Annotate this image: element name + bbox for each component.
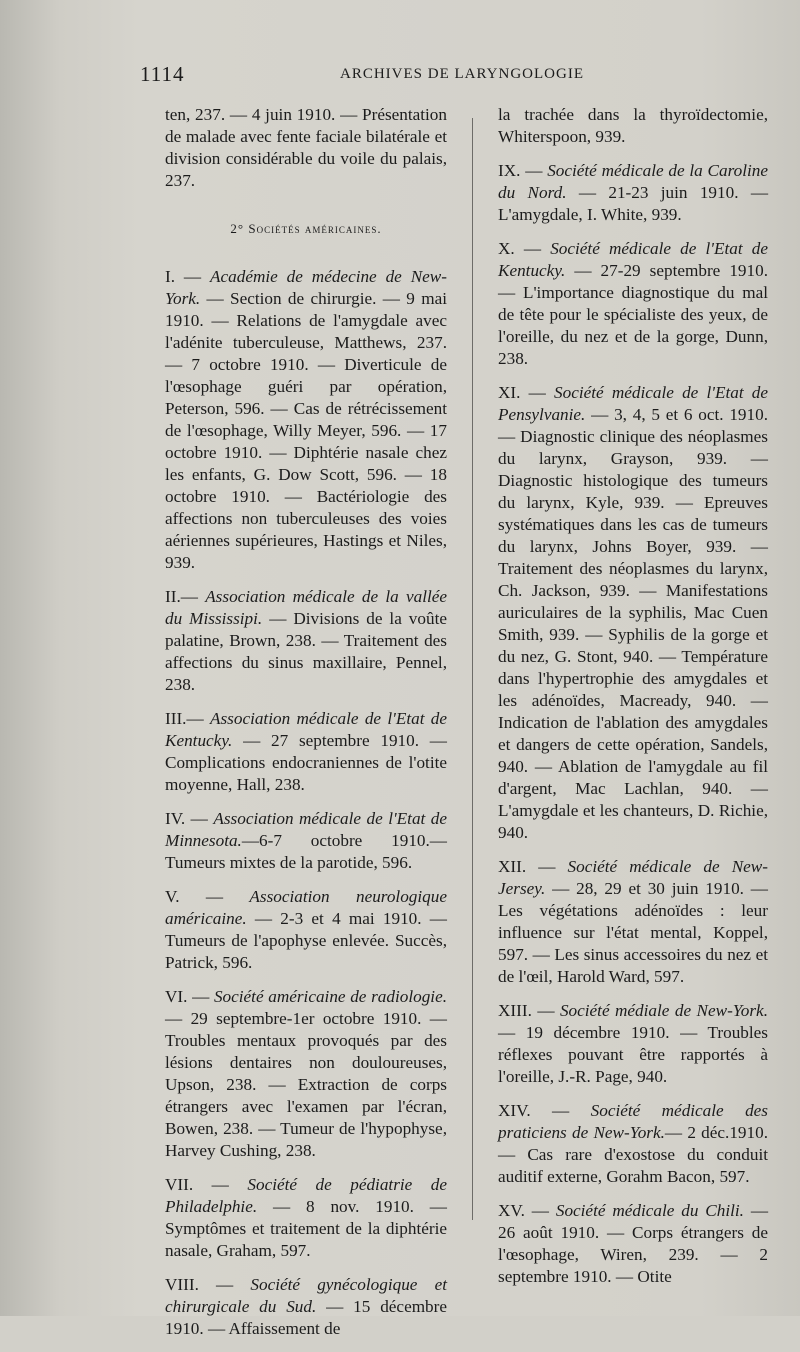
entry-text: — 27-29 septembre 1910. — L'importance diagnostique du mal de tête pour le spécialiste des yeux, de l'oreille, du nez et de la gorge, Dunn, 238. xyxy=(498,261,768,368)
society-name: Société médicale du Chili. xyxy=(555,1201,744,1220)
continuation-text: la trachée dans la thyroïdectomie, Whiterspoon, 939. xyxy=(498,105,768,146)
entry-number: XV. — xyxy=(498,1201,549,1220)
society-name: Société médicale de l'Etat de Pensylvanie. xyxy=(498,383,769,424)
list-item xyxy=(165,708,447,796)
entry-number: II.— xyxy=(165,587,198,606)
list-item xyxy=(498,1100,768,1188)
list-item xyxy=(498,160,768,226)
entry-text: — 19 décembre 1910. — Troubles réflexes pouvant être rapportés à l'oreille, J.-R. Page, 940. xyxy=(498,1023,768,1086)
entry-text: — 3, 4, 5 et 6 oct. 1910. — Diagnostic clinique des néoplasmes du larynx, Grayson, 939. — Diagnostic histologique des tumeurs du larynx, Kyle, 939. — Epreuves systématiques dans les cas de tumeurs du larynx, Johns Boyer, 939. — Traitement des néoplasmes du larynx, Ch. Jackson, 939. — Manifestations auriculaires de la syphilis, Mac Cuen Smith, 939. — Syphilis de la gorge et du nez, G. Stont, 940. — Température dans l'hypertrophie des amygdales et les adénoïdes, Macready, 940. — Indication de l'ablation des amygdales et dangers de cette opération, Sandels, 940. — Ablation de l'amygdale au fil d'argent, Mac Lachlan, 940. — L'amygdale et les chanteurs, D. Richie, 940. xyxy=(498,405,768,842)
right-column xyxy=(498,104,768,1300)
society-name: Association neurologique américaine. xyxy=(165,887,447,928)
entry-number: XIV. — xyxy=(498,1101,570,1120)
page-number: 1114 xyxy=(140,62,185,86)
list-item xyxy=(165,266,447,574)
left-column xyxy=(165,104,447,1352)
list-item xyxy=(165,886,447,974)
entry-number: IV. — xyxy=(165,809,208,828)
society-name: Société médicale de la Caroline du Nord. xyxy=(498,161,769,202)
entry-text: — Divisions de la voûte palatine, Brown, 238. — Traitement des affections du sinus maxillaire, Pennel, 238. xyxy=(165,609,447,694)
entry-number: XI. — xyxy=(498,383,546,402)
list-item xyxy=(165,586,447,696)
list-item xyxy=(165,1174,447,1262)
entry-number: V. — xyxy=(165,887,224,906)
entry-text: — 2-3 et 4 mai 1910. — Tumeurs de l'apophyse enlevée. Succès, Patrick, 596. xyxy=(165,909,447,972)
society-name: Académie de médecine de New-York. xyxy=(165,267,447,308)
society-name: Association médicale de l'Etat de Minnesota. xyxy=(165,809,447,850)
entry-text: — 26 août 1910. — Corps étrangers de l'œsophage, Wiren, 239. — 2 septembre 1910. — Otite xyxy=(498,1201,769,1286)
entry-text: —6-7 octobre 1910.— Tumeurs mixtes de la parotide, 596. xyxy=(165,831,447,872)
entry-number: XII. — xyxy=(498,857,556,876)
society-name: Société gynécologique et chirurgicale du Sud. xyxy=(165,1275,448,1316)
entry-number: XIII. — xyxy=(498,1001,555,1020)
continuation-text: ten, 237. — 4 juin 1910. — Présentation de malade avec fente faciale bilatérale et division considérable du voile du palais, 237. xyxy=(165,105,447,190)
society-name: Société médiale de New-York. xyxy=(559,1001,768,1020)
entry-text: — 28, 29 et 30 juin 1910. — Les végétations adénoïdes : leur influence sur l'état mental, Koppel, 597. — Les sinus accessoires du nez et de l'œil, Harold Ward, 597. xyxy=(498,879,768,986)
list-item xyxy=(498,382,768,844)
entry-text: — 27 septembre 1910. — Complications endocraniennes de l'otite moyenne, Hall, 238. xyxy=(165,731,447,794)
entry-text: — 21-23 juin 1910. — L'amygdale, I. White, 939. xyxy=(498,183,769,224)
society-name: Société médicale des praticiens de New-York. xyxy=(498,1101,768,1142)
list-item xyxy=(165,1274,447,1340)
column-divider xyxy=(472,118,473,1220)
entry-number: III.— xyxy=(165,709,204,728)
entry-text: — 8 nov. 1910. — Symptômes et traitement de la diphtérie nasale, Graham, 597. xyxy=(165,1197,447,1260)
section-subheading: 2° Sociétés américaines. xyxy=(230,221,382,236)
list-item xyxy=(498,856,768,988)
society-name: Société de pédiatrie de Philadelphie. xyxy=(165,1175,448,1216)
society-name: Société américaine de radiologie. xyxy=(213,987,448,1006)
entry-number: VIII. — xyxy=(165,1275,234,1294)
entry-text: — 2 déc.1910. — Cas rare d'exostose du conduit auditif externe, Gorahm Bacon, 597. xyxy=(498,1123,768,1186)
entry-number: VI. — xyxy=(165,987,210,1006)
society-name: Société médicale de l'Etat de Kentucky. xyxy=(498,239,768,280)
entry-text: — Section de chirurgie. — 9 mai 1910. — Relations de l'amygdale avec l'adénite tuberculeuse, Matthews, 237. — 7 octobre 1910. — Diverticule de l'œsophage guéri par opération, Peterson, 596. — Cas de rétrécissement de l'œsophage, Willy Meyer, 596. — 17 octobre 1910. — Diphtérie nasale chez les enfants, G. Dow Scott, 596. — 18 octobre 1910. — Bactériologie des affections non tuberculeuses des voies aériennes supérieures, Hastings et Niles, 939. xyxy=(165,289,447,572)
society-name: Société médicale de New-Jersey. xyxy=(498,857,768,898)
entry-number: VII. — xyxy=(165,1175,229,1194)
entry-number: X. — xyxy=(498,239,542,258)
page-header xyxy=(140,62,750,88)
list-item xyxy=(498,1000,768,1088)
society-name: Association médicale de l'Etat de Kentucky. xyxy=(165,709,447,750)
entry-text: — 15 décembre 1910. — Affaissement de xyxy=(165,1297,448,1338)
society-name: Association médicale de la vallée du Mississipi. xyxy=(165,587,448,628)
list-item xyxy=(498,1200,768,1288)
list-item xyxy=(165,808,447,874)
entry-number: IX. — xyxy=(498,161,543,180)
list-item xyxy=(165,986,447,1162)
running-head: ARCHIVES DE LARYNGOLOGIE xyxy=(340,66,584,82)
list-item xyxy=(498,238,768,370)
entry-number: I. — xyxy=(165,267,202,286)
entry-text: — 29 septembre-1er octobre 1910. — Troubles mentaux provoqués par des lésions dentaires non douloureuses, Upson, 238. — Extraction de corps étrangers avec l'examen par l'écran, Bowen, 238. — Tumeur de l'hypophyse, Harvey Cushing, 238. xyxy=(165,1009,447,1160)
